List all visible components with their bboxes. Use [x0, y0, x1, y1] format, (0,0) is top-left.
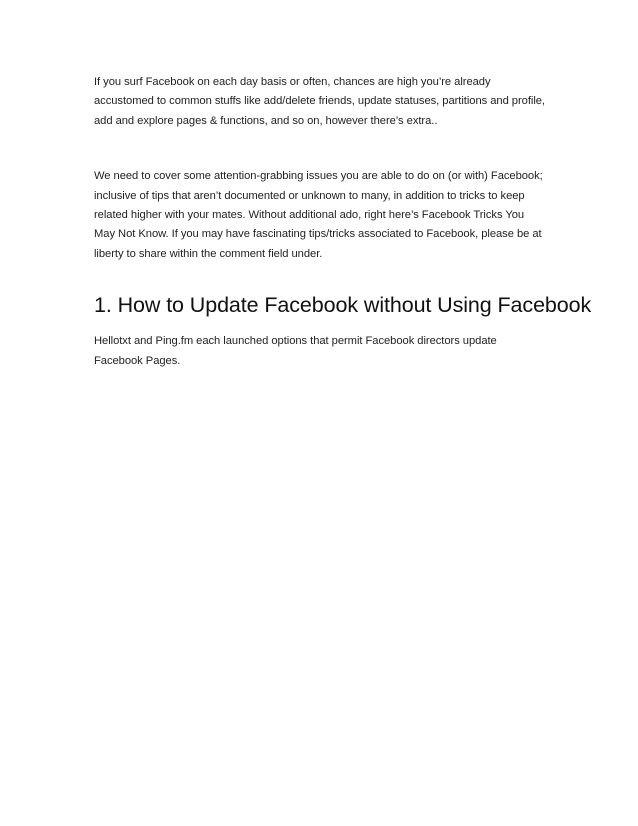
- section-heading: 1. How to Update Facebook without Using Facebook: [94, 293, 592, 318]
- overview-paragraph: We need to cover some attention-grabbing issues you are able to do on (or with) Facebook; inclusive of tips that aren’t documented or unknown to many, in addition to tricks to keep related higher with your mates. Without additional ado, right here’s Facebook Tricks You May Not Know. If you may have fascinating tips/tricks associated to Facebook, please be at liberty to share within the comment field under.: [94, 170, 543, 260]
- document-body: [94, 73, 592, 371]
- section-paragraph: Hellotxt and Ping.fm each launched options that permit Facebook directors update Facebook Pages.: [94, 335, 497, 367]
- intro-paragraph: If you surf Facebook on each day basis or often, chances are high you’re already accustomed to common stuffs like add/delete friends, update statuses, partitions and profile, add and explore pages & functions, and so on, however there’s extra..: [94, 76, 545, 127]
